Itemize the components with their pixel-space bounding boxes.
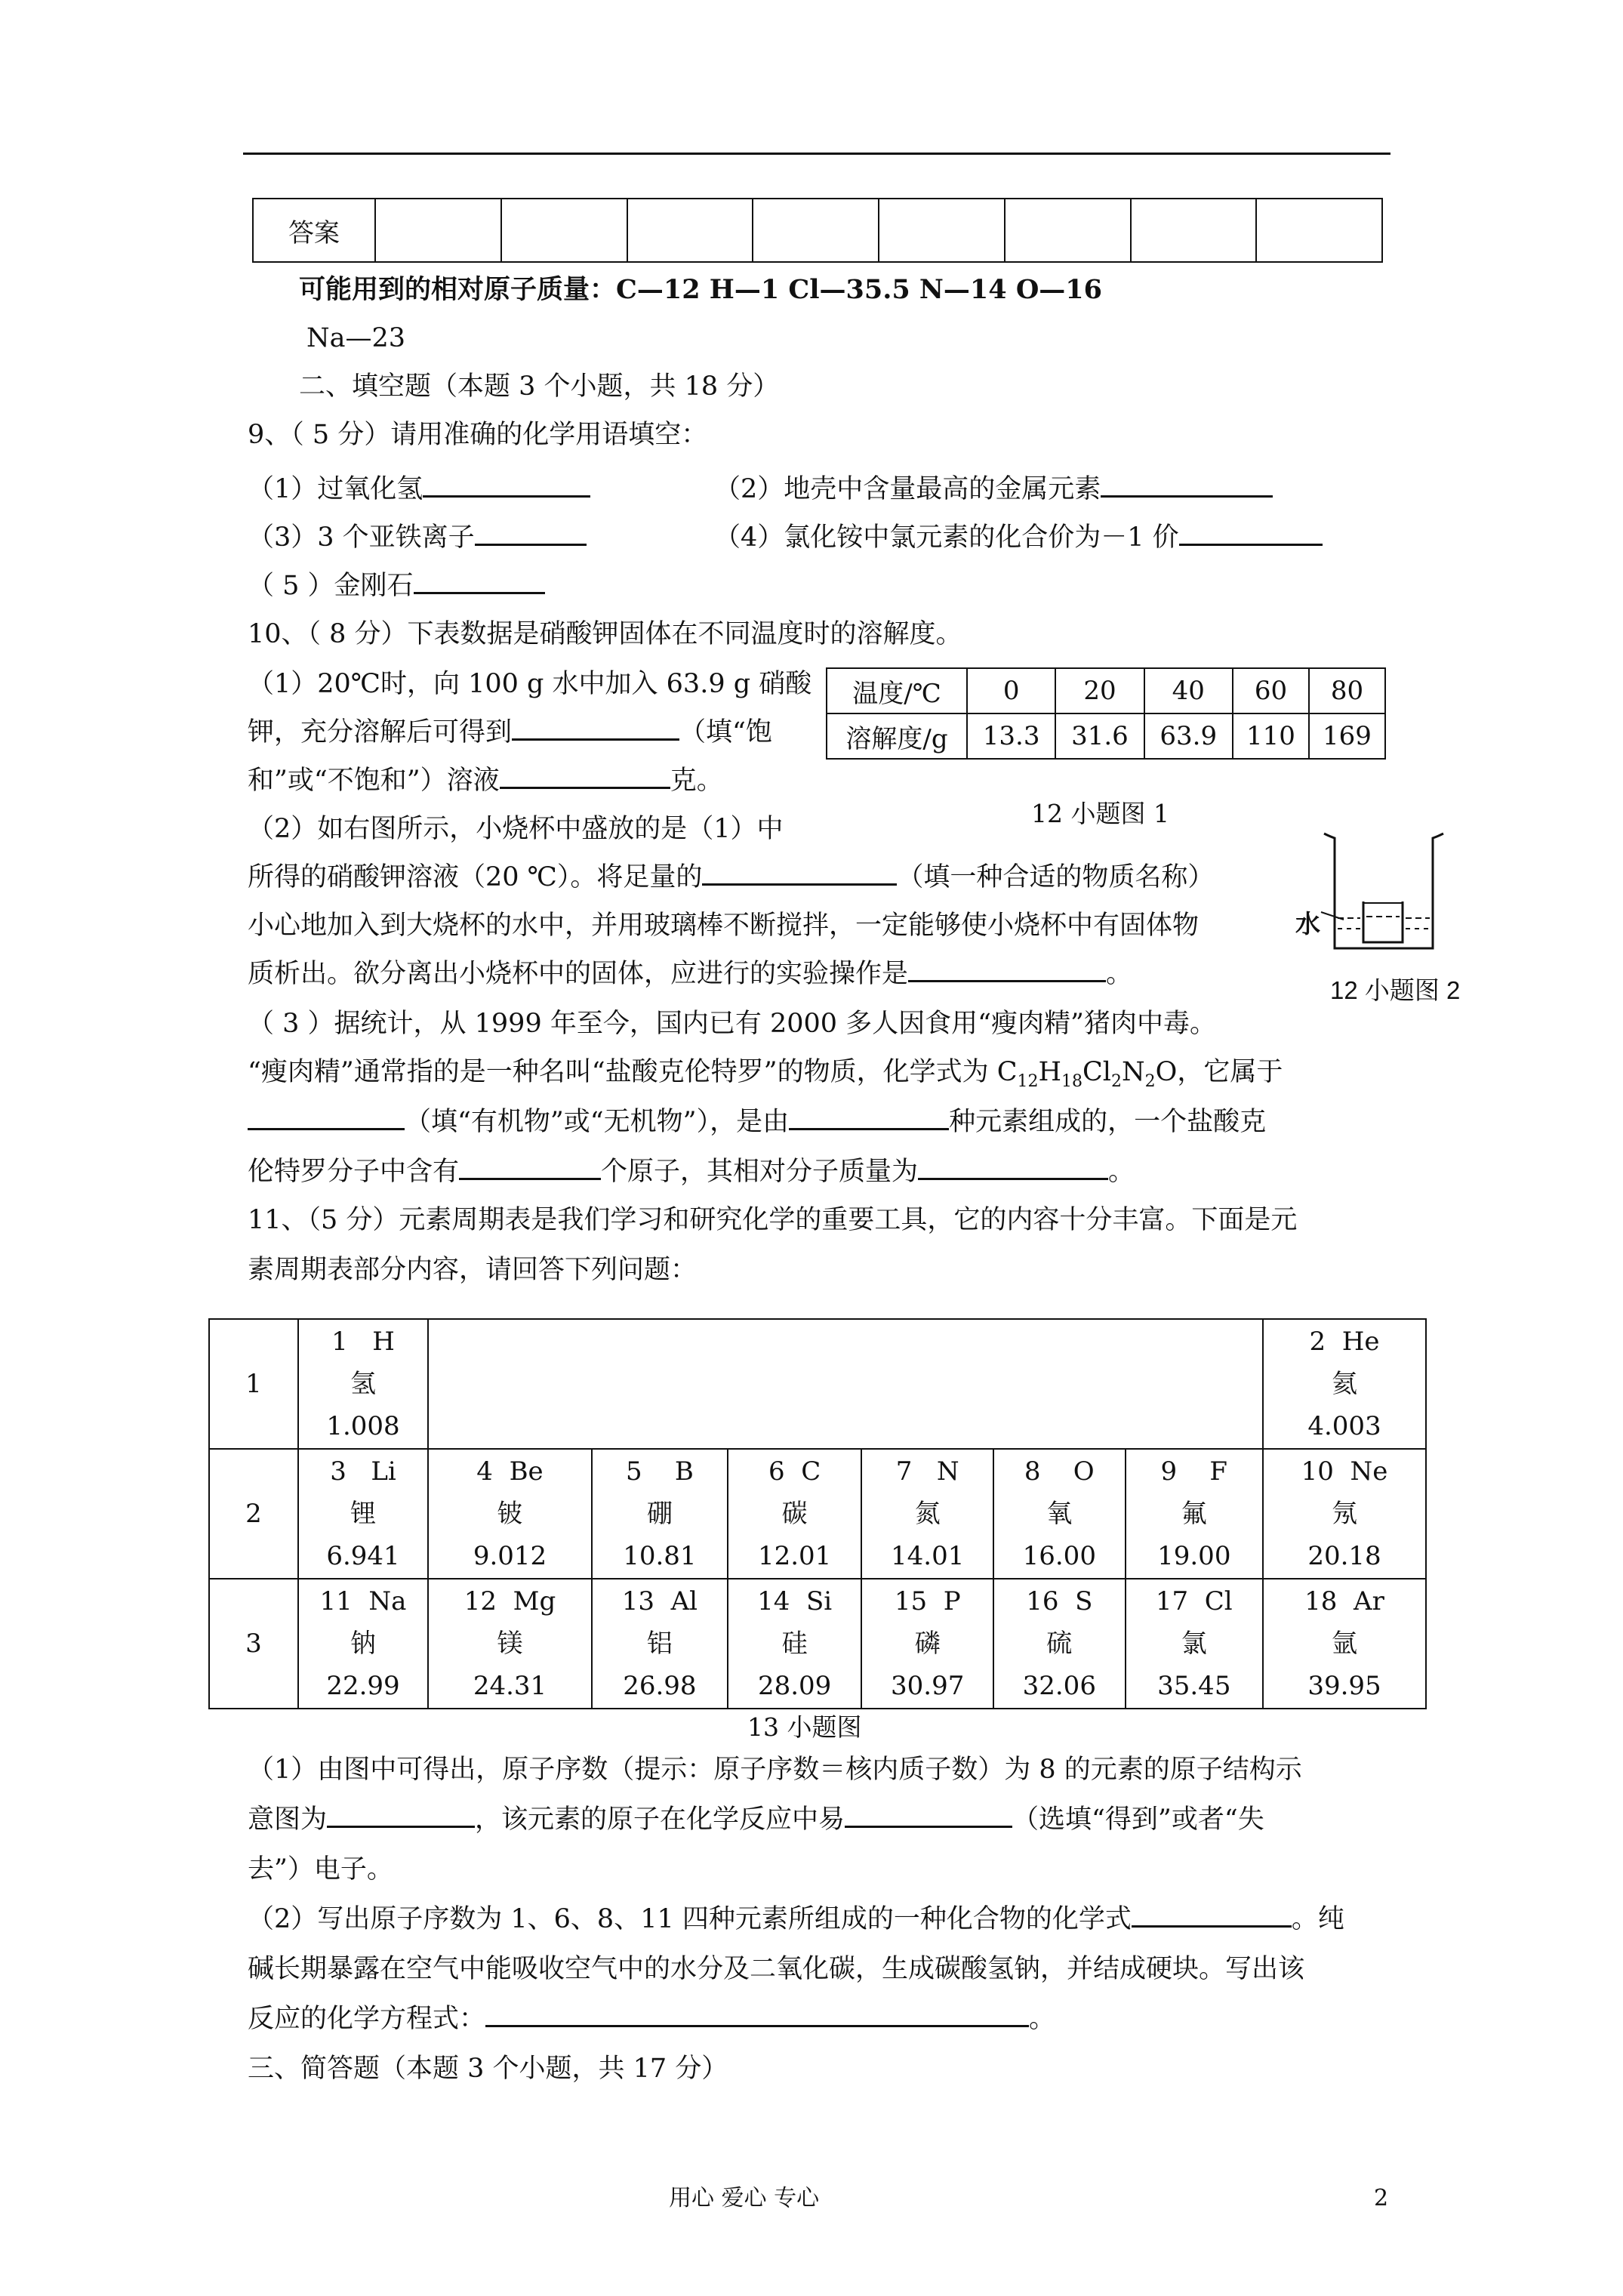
element-header: [1264, 1450, 1425, 1493]
element-symbol: B: [674, 1456, 694, 1487]
element-symbol: F: [1209, 1456, 1228, 1487]
answer-blank[interactable]: [414, 569, 545, 594]
answer-blank[interactable]: [500, 764, 670, 789]
table-cell: 40: [1144, 668, 1233, 713]
element-cell: [298, 1319, 428, 1449]
element-name: 碳: [781, 1499, 808, 1529]
answer-cell[interactable]: [1131, 199, 1257, 262]
q10-p2-text: （填一种合适的物质名称）: [897, 862, 1215, 892]
atomic-mass: 20.18: [1307, 1541, 1381, 1571]
q9-item-5: [248, 569, 545, 603]
beaker-figure: [1318, 829, 1454, 965]
element-name: 氢: [350, 1369, 376, 1399]
footer-motto: 用心 爱心 专心: [669, 2185, 820, 2211]
q10-p3-text: 个原子，其相对分子质量为: [601, 1157, 919, 1187]
q11-p1-text: ，该元素的原子在化学反应中易: [475, 1804, 845, 1835]
q11-p2-text: （2）写出原子序数为 1、6、8、11 四种元素所组成的一种化合物的化学式: [248, 1904, 1132, 1934]
q9-item-3-label: （3）3 个亚铁离子: [248, 522, 475, 553]
atomic-number: 17: [1155, 1586, 1189, 1616]
element-name: 硼: [646, 1499, 673, 1529]
q10-p3-line3: [248, 1105, 1266, 1139]
q9-item-4: [714, 521, 1323, 554]
table-cell: 温度/℃: [827, 668, 967, 713]
period-number: 3: [209, 1579, 298, 1709]
q10-p2-line1: （2）如右图所示，小烧杯中盛放的是（1）中: [248, 814, 784, 844]
q9-item-1: [248, 473, 590, 506]
q11-p2-text: 。: [1029, 2004, 1056, 2034]
element-symbol: N: [936, 1456, 959, 1487]
answer-blank[interactable]: [702, 861, 897, 886]
table-cell: 63.9: [1144, 713, 1233, 759]
atomic-mass: 1.008: [326, 1411, 400, 1441]
element-name: 铍: [497, 1499, 523, 1529]
table-cell: 0: [967, 668, 1055, 713]
element-name: 铝: [646, 1629, 673, 1659]
q10-p2-line3: 小心地加入到大烧杯的水中，并用玻璃棒不断搅拌，一定能够使小烧杯中有固体物: [248, 911, 1200, 941]
element-cell: [592, 1449, 728, 1579]
q9-item-2-label: （2）地壳中含量最高的金属元素: [714, 474, 1101, 504]
period-number: 1: [209, 1319, 298, 1449]
atomic-mass: 39.95: [1307, 1671, 1381, 1701]
atomic-number: 8: [1024, 1456, 1041, 1487]
q10-p3-text: 伦特罗分子中含有: [248, 1157, 460, 1187]
answer-blank[interactable]: [1101, 473, 1273, 498]
element-name: 氖: [1332, 1499, 1357, 1529]
answer-label: 答案: [253, 199, 375, 262]
element-name: 硫: [1046, 1629, 1073, 1659]
element-header: [1264, 1321, 1425, 1363]
q10-p1-text: 钾，充分溶解后可得到: [248, 717, 513, 747]
subscript: 18: [1061, 1072, 1083, 1091]
element-symbol: C: [801, 1456, 821, 1487]
atomic-mass: 14.01: [891, 1541, 965, 1571]
answer-blank[interactable]: [459, 1155, 601, 1180]
period-number: 2: [209, 1449, 298, 1579]
q9-item-4-label: （4）氯化铵中氯元素的化合价为－1 价: [714, 522, 1179, 553]
answer-blank[interactable]: [845, 1803, 1012, 1828]
atomic-mass: 9.012: [473, 1541, 547, 1571]
element-cell: [728, 1579, 862, 1709]
figure-caption-1: 12 小题图 1: [1031, 799, 1169, 828]
element-header: [1126, 1580, 1262, 1623]
solubility-table: [826, 667, 1386, 760]
answer-blank[interactable]: [918, 1155, 1108, 1180]
table-row: [209, 1579, 1426, 1709]
q11-p1-text: （选填“得到”或者“失: [1012, 1804, 1264, 1835]
element-header: [994, 1450, 1125, 1493]
element-header: [299, 1450, 427, 1493]
atomic-mass: 16.00: [1022, 1541, 1096, 1571]
element-cell: [298, 1449, 428, 1579]
element-header: [429, 1580, 591, 1623]
q9-stem: 9、（ 5 分）请用准确的化学用语填空：: [248, 420, 708, 450]
table-cell: 110: [1233, 713, 1309, 759]
element-header: [1126, 1450, 1262, 1493]
q11-p1-line1: （1）由图中可得出，原子序数（提示：原子序数＝核内质子数）为 8 的元素的原子结构示: [248, 1755, 1302, 1785]
element-symbol: Si: [805, 1586, 833, 1616]
element-symbol: He: [1341, 1327, 1380, 1357]
element-header: [429, 1450, 591, 1493]
answer-blank[interactable]: [327, 1803, 475, 1828]
answer-blank[interactable]: [248, 1105, 405, 1130]
q11-stem-line1: 11、（5 分）元素周期表是我们学习和研究化学的重要工具，它的内容十分丰富。下面是元: [248, 1205, 1298, 1235]
q10-p3-text: 。: [1108, 1157, 1135, 1187]
formula-symbol: N: [1122, 1057, 1145, 1087]
element-cell: [861, 1579, 993, 1709]
element-cell: [993, 1449, 1126, 1579]
q11-p2-line1: [248, 1903, 1344, 1936]
element-symbol: Na: [368, 1586, 407, 1616]
table-cell: 31.6: [1055, 713, 1144, 759]
answer-blank[interactable]: [1132, 1903, 1292, 1928]
element-cell: [428, 1449, 592, 1579]
atomic-masses: 可能用到的相对原子质量：C—12 H—1 Cl—35.5 N—14 O—16: [299, 274, 1103, 305]
table-row: [209, 1319, 1426, 1449]
q10-p3-line2: [248, 1056, 1283, 1099]
figure-caption-2: 12 小题图 2: [1330, 976, 1461, 1004]
atomic-number: 11: [319, 1586, 353, 1616]
table-row: [827, 713, 1385, 759]
answer-cell[interactable]: [1256, 199, 1382, 262]
atomic-number: 12: [463, 1586, 497, 1616]
element-cell: [1263, 1579, 1426, 1709]
element-cell: [728, 1449, 862, 1579]
element-header: [299, 1580, 427, 1623]
atomic-mass: 10.81: [623, 1541, 697, 1571]
periodic-table-caption: 13 小题图: [747, 1712, 862, 1742]
element-name: 氩: [1332, 1629, 1357, 1659]
answer-blank[interactable]: [512, 716, 679, 741]
element-header: [862, 1580, 993, 1623]
element-name: 锂: [350, 1499, 376, 1529]
answer-cell[interactable]: [375, 199, 501, 262]
element-cell: [1126, 1449, 1263, 1579]
element-name: 硅: [781, 1629, 808, 1659]
element-header: [593, 1580, 727, 1623]
q10-p3-text: O，它属于: [1155, 1057, 1283, 1087]
q10-p3-text: “瘦肉精”通常指的是一种名叫“盐酸克伦特罗”的物质，化学式为 C: [248, 1057, 1018, 1087]
subscript: 12: [1017, 1072, 1039, 1091]
q10-p2-text: 质析出。欲分离出小烧杯中的固体，应进行的实验操作是: [248, 959, 909, 989]
element-cell: [298, 1579, 428, 1709]
element-symbol: H: [372, 1327, 395, 1357]
q11-p1-text: 意图为: [248, 1804, 328, 1835]
element-symbol: Li: [371, 1456, 396, 1487]
q11-p2-line2: 碱长期暴露在空气中能吸收空气中的水分及二氧化碳，生成碳酸氢钠，并结成硬块。写出该: [248, 1954, 1305, 1984]
table-cell: 溶解度/g: [827, 713, 967, 759]
header-rule: [243, 153, 1390, 155]
element-name: 氧: [1046, 1499, 1073, 1529]
element-symbol: Cl: [1204, 1586, 1233, 1616]
answer-blank[interactable]: [789, 1105, 949, 1130]
element-name: 钠: [350, 1629, 376, 1659]
element-cell: [428, 1579, 592, 1709]
q10-p2-line4: [248, 957, 1132, 991]
answer-cell[interactable]: [1005, 199, 1131, 262]
table-row: [209, 1449, 1426, 1579]
section3-title: 三、简答题（本题 3 个小题，共 17 分）: [248, 2054, 728, 2084]
atomic-number: 6: [768, 1456, 785, 1487]
element-cell: [1126, 1579, 1263, 1709]
element-header: [1264, 1580, 1425, 1623]
atomic-number: 13: [621, 1586, 654, 1616]
q11-p2-text: 。纯: [1291, 1904, 1344, 1934]
element-header: [593, 1450, 727, 1493]
table-cell: 13.3: [967, 713, 1055, 759]
q10-p1-text: 和”或“不饱和”）溶液: [248, 766, 500, 796]
atomic-number: 2: [1309, 1327, 1326, 1357]
q11-stem-line2: 素周期表部分内容，请回答下列问题：: [248, 1255, 698, 1285]
q11-p2-text: 反应的化学方程式：: [248, 2004, 486, 2034]
atomic-mass: 32.06: [1022, 1671, 1096, 1701]
element-name: 磷: [914, 1629, 941, 1659]
atomic-mass: 22.99: [326, 1671, 400, 1701]
q10-stem: 10、（ 8 分）下表数据是硝酸钾固体在不同温度时的溶解度。: [248, 619, 962, 649]
table-row: [253, 199, 1382, 262]
q10-p1-line2: [248, 716, 772, 749]
atomic-number: 9: [1160, 1456, 1178, 1487]
answer-cell[interactable]: [501, 199, 627, 262]
atomic-number: 15: [894, 1586, 928, 1616]
water-label: 水: [1295, 909, 1320, 938]
element-header: [728, 1450, 861, 1493]
atomic-mass: 30.97: [891, 1671, 965, 1701]
q10-p3-line1: （ 3 ）据统计，从 1999 年至今，国内已有 2000 多人因食用“瘦肉精”猪肉中毒。: [248, 1009, 1216, 1039]
element-name: 氮: [914, 1499, 941, 1529]
formula-symbol: Cl: [1083, 1057, 1111, 1087]
answer-blank[interactable]: [485, 2002, 1029, 2027]
atomic-mass: 24.31: [473, 1671, 547, 1701]
element-symbol: Ar: [1354, 1586, 1384, 1616]
element-symbol: Be: [509, 1456, 544, 1487]
q10-p3-text: 种元素组成的，一个盐酸克: [949, 1107, 1267, 1137]
q10-p2-text: 所得的硝酸钾溶液（20 ℃）。将足量的: [248, 862, 703, 892]
table-cell: 60: [1233, 668, 1309, 713]
answer-blank[interactable]: [1179, 521, 1323, 546]
answer-cell[interactable]: [879, 199, 1005, 262]
answer-cell[interactable]: [753, 199, 879, 262]
atomic-number: 10: [1301, 1456, 1334, 1487]
q10-p1-text: （填“饱: [679, 717, 772, 747]
element-symbol: Ne: [1350, 1456, 1388, 1487]
q9-item-1-label: （1）过氧化氢: [248, 474, 423, 504]
q9-item-2: [714, 473, 1273, 506]
atomic-masses-cont: Na—23: [306, 323, 406, 353]
answer-blank[interactable]: [423, 473, 590, 498]
atomic-number: 14: [757, 1586, 790, 1616]
q9-item-3: [248, 521, 587, 554]
atomic-number: 5: [625, 1456, 642, 1487]
q10-p2-line2: [248, 861, 1214, 894]
q10-p3-line4: [248, 1155, 1135, 1188]
q9-item-5-label: （ 5 ）金刚石: [248, 571, 414, 601]
element-symbol: O: [1073, 1456, 1095, 1487]
element-cell: [993, 1579, 1126, 1709]
atomic-number: 3: [330, 1456, 346, 1487]
subscript: 2: [1144, 1072, 1156, 1091]
element-header: [862, 1450, 993, 1493]
atomic-number: 18: [1304, 1586, 1338, 1616]
element-cell: [592, 1579, 728, 1709]
q10-p1-line3: [248, 764, 723, 797]
atomic-number: 1: [331, 1327, 348, 1357]
element-cell: [861, 1449, 993, 1579]
section2-title: 二、填空题（本题 3 个小题，共 18 分）: [299, 371, 780, 402]
element-symbol: P: [943, 1586, 961, 1616]
atomic-number: 16: [1026, 1586, 1059, 1616]
answer-blank[interactable]: [908, 957, 1106, 982]
atomic-mass: 28.09: [757, 1671, 832, 1701]
atomic-mass: 12.01: [757, 1541, 832, 1571]
formula-symbol: H: [1038, 1057, 1062, 1087]
element-header: [728, 1580, 861, 1623]
table-cell: 20: [1055, 668, 1144, 713]
q11-p1-line2: [248, 1803, 1264, 1836]
table-row: [827, 668, 1385, 713]
element-header: [299, 1321, 427, 1363]
answer-blank[interactable]: [475, 521, 587, 546]
element-cell: [1263, 1449, 1426, 1579]
q10-p1-line1: （1）20℃时，向 100 g 水中加入 63.9 g 硝酸: [248, 669, 812, 699]
atomic-mass: 6.941: [326, 1541, 400, 1571]
atomic-mass: 26.98: [623, 1671, 697, 1701]
page-number: 2: [1374, 2185, 1389, 2211]
element-cell: [1263, 1319, 1426, 1449]
atomic-mass: 19.00: [1157, 1541, 1231, 1571]
element-symbol: Mg: [513, 1586, 556, 1616]
atomic-mass: 4.003: [1307, 1411, 1381, 1441]
table-cell: 80: [1309, 668, 1385, 713]
answer-cell[interactable]: [627, 199, 753, 262]
element-symbol: S: [1075, 1586, 1093, 1616]
atomic-number: 7: [895, 1456, 913, 1487]
q10-p1-text: 克。: [670, 766, 723, 796]
q10-p3-text: （填“有机物”或“无机物”），是由: [405, 1107, 790, 1137]
atomic-number: 4: [476, 1456, 493, 1487]
element-name: 氟: [1181, 1499, 1207, 1529]
subscript: 2: [1111, 1072, 1122, 1091]
atomic-mass: 35.45: [1157, 1671, 1231, 1701]
q11-p1-line3: 去”）电子。: [248, 1854, 393, 1885]
element-name: 氯: [1181, 1629, 1207, 1659]
element-name: 镁: [497, 1629, 523, 1659]
empty-region: [428, 1319, 1263, 1449]
table-cell: 169: [1309, 713, 1385, 759]
q10-p2-text: 。: [1106, 959, 1133, 989]
periodic-table: [208, 1318, 1427, 1709]
element-header: [994, 1580, 1125, 1623]
element-symbol: Al: [670, 1586, 698, 1616]
q11-p2-line3: [248, 2002, 1055, 2036]
answer-table: [252, 198, 1383, 263]
element-name: 氦: [1332, 1369, 1357, 1399]
